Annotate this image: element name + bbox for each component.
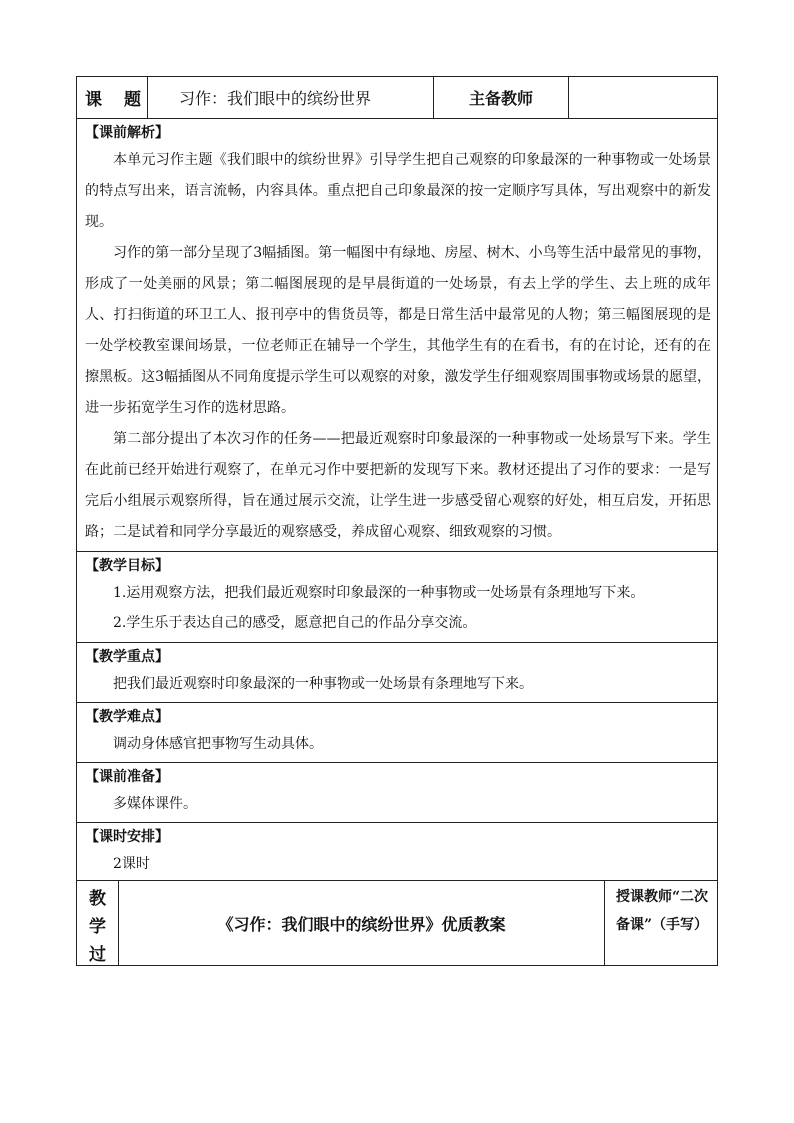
key-points-title: 【教学重点】 xyxy=(85,649,169,665)
analysis-paragraph-2: 习作的第一部分呈现了3幅插图。第一幅图中有绿地、房屋、树木、小鸟等生活中最常见的事物，形成了一处美丽的风景；第二幅图展现的是早晨街道的一处场景，有去上学的学生、去上班的成年人、打扫街道的环卫工人、报刊亭中的售货员等，都是日常生活中最常见的人物；第三幅图展现的是一处学校教室课间场景，一位老师正在辅导一个学生，其他学生有的在看书，有的在讨论，还有的在擦黑板。这3幅插图从不同角度提示学生可以观察的对象，激发学生仔细观察周围事物或场景的愿望，进一步拓宽学生习作的选材思路。 xyxy=(85,245,711,416)
lesson-title-cell xyxy=(148,77,434,118)
process-label-char-1: 教 xyxy=(89,889,106,909)
plan-title: 《习作：我们眼中的缤纷世界》优质教案 xyxy=(217,914,506,934)
analysis-paragraph-1: 本单元习作主题《我们眼中的缤纷世界》引导学生把自己观察的印象最深的一种事物或一处场景的特点写出来，语言流畅，内容具体。重点把自己印象最深的按一定顺序写具体，写出观察中的新发现。 xyxy=(85,152,711,230)
subject-label-cell xyxy=(77,77,148,118)
key-points-text: 把我们最近观察时印象最深的一种事物或一处场景有条理地写下来。 xyxy=(113,676,533,692)
schedule-title: 【课时安排】 xyxy=(85,829,169,845)
goals-section xyxy=(77,552,717,643)
lesson-plan-table xyxy=(76,76,718,966)
lead-teacher-value-cell xyxy=(569,77,717,118)
preparation-text: 多媒体课件。 xyxy=(113,796,197,812)
header-row xyxy=(77,77,717,119)
goal-item-2: 2.学生乐于表达自己的感受，愿意把自己的作品分享交流。 xyxy=(113,615,477,631)
key-points-section xyxy=(77,643,717,703)
schedule-section xyxy=(77,823,717,881)
lead-teacher-label: 主备教师 xyxy=(468,89,533,108)
process-row xyxy=(77,881,717,965)
subject-label-char-1: 课 xyxy=(85,90,102,110)
goal-item-1: 1.运用观察方法，把我们最近观察时印象最深的一种事物或一处场景有条理地写下来。 xyxy=(113,585,645,601)
analysis-paragraph-3: 第二部分提出了本次习作的任务——把最近观察时印象最深的一种事物或一处场景写下来。学生在此前已经开始进行观察了，在单元习作中要把新的发现写下来。教材还提出了习作的要求：一是写完后小组展示观察所得，旨在通过展示交流，让学生进一步感受留心观察的好处，相互启发，开拓思路；二是试着和同学分享最近的观察感受，养成留心观察、细致观察的习惯。 xyxy=(85,431,711,540)
preparation-section xyxy=(77,763,717,823)
process-label-cell xyxy=(77,881,119,965)
preparation-title: 【课前准备】 xyxy=(85,769,169,785)
analysis-section xyxy=(77,119,717,552)
process-label-char-2: 学 xyxy=(89,917,106,937)
difficulties-section xyxy=(77,703,717,763)
second-prep-cell xyxy=(605,881,717,965)
analysis-title: 【课前解析】 xyxy=(85,125,169,141)
second-prep-label: 授课教师“二次备课”（手写） xyxy=(615,889,709,933)
difficulties-text: 调动身体感官把事物写生动具体。 xyxy=(113,736,323,752)
subject-label-char-2: 题 xyxy=(124,90,141,110)
goals-title: 【教学目标】 xyxy=(85,558,169,574)
schedule-text: 2课时 xyxy=(113,856,150,872)
plan-title-cell xyxy=(119,881,605,965)
lesson-title: 习作：我们眼中的缤纷世界 xyxy=(179,89,372,108)
process-label-char-3: 过 xyxy=(89,945,106,965)
lead-teacher-label-cell xyxy=(434,77,569,118)
difficulties-title: 【教学难点】 xyxy=(85,709,169,725)
